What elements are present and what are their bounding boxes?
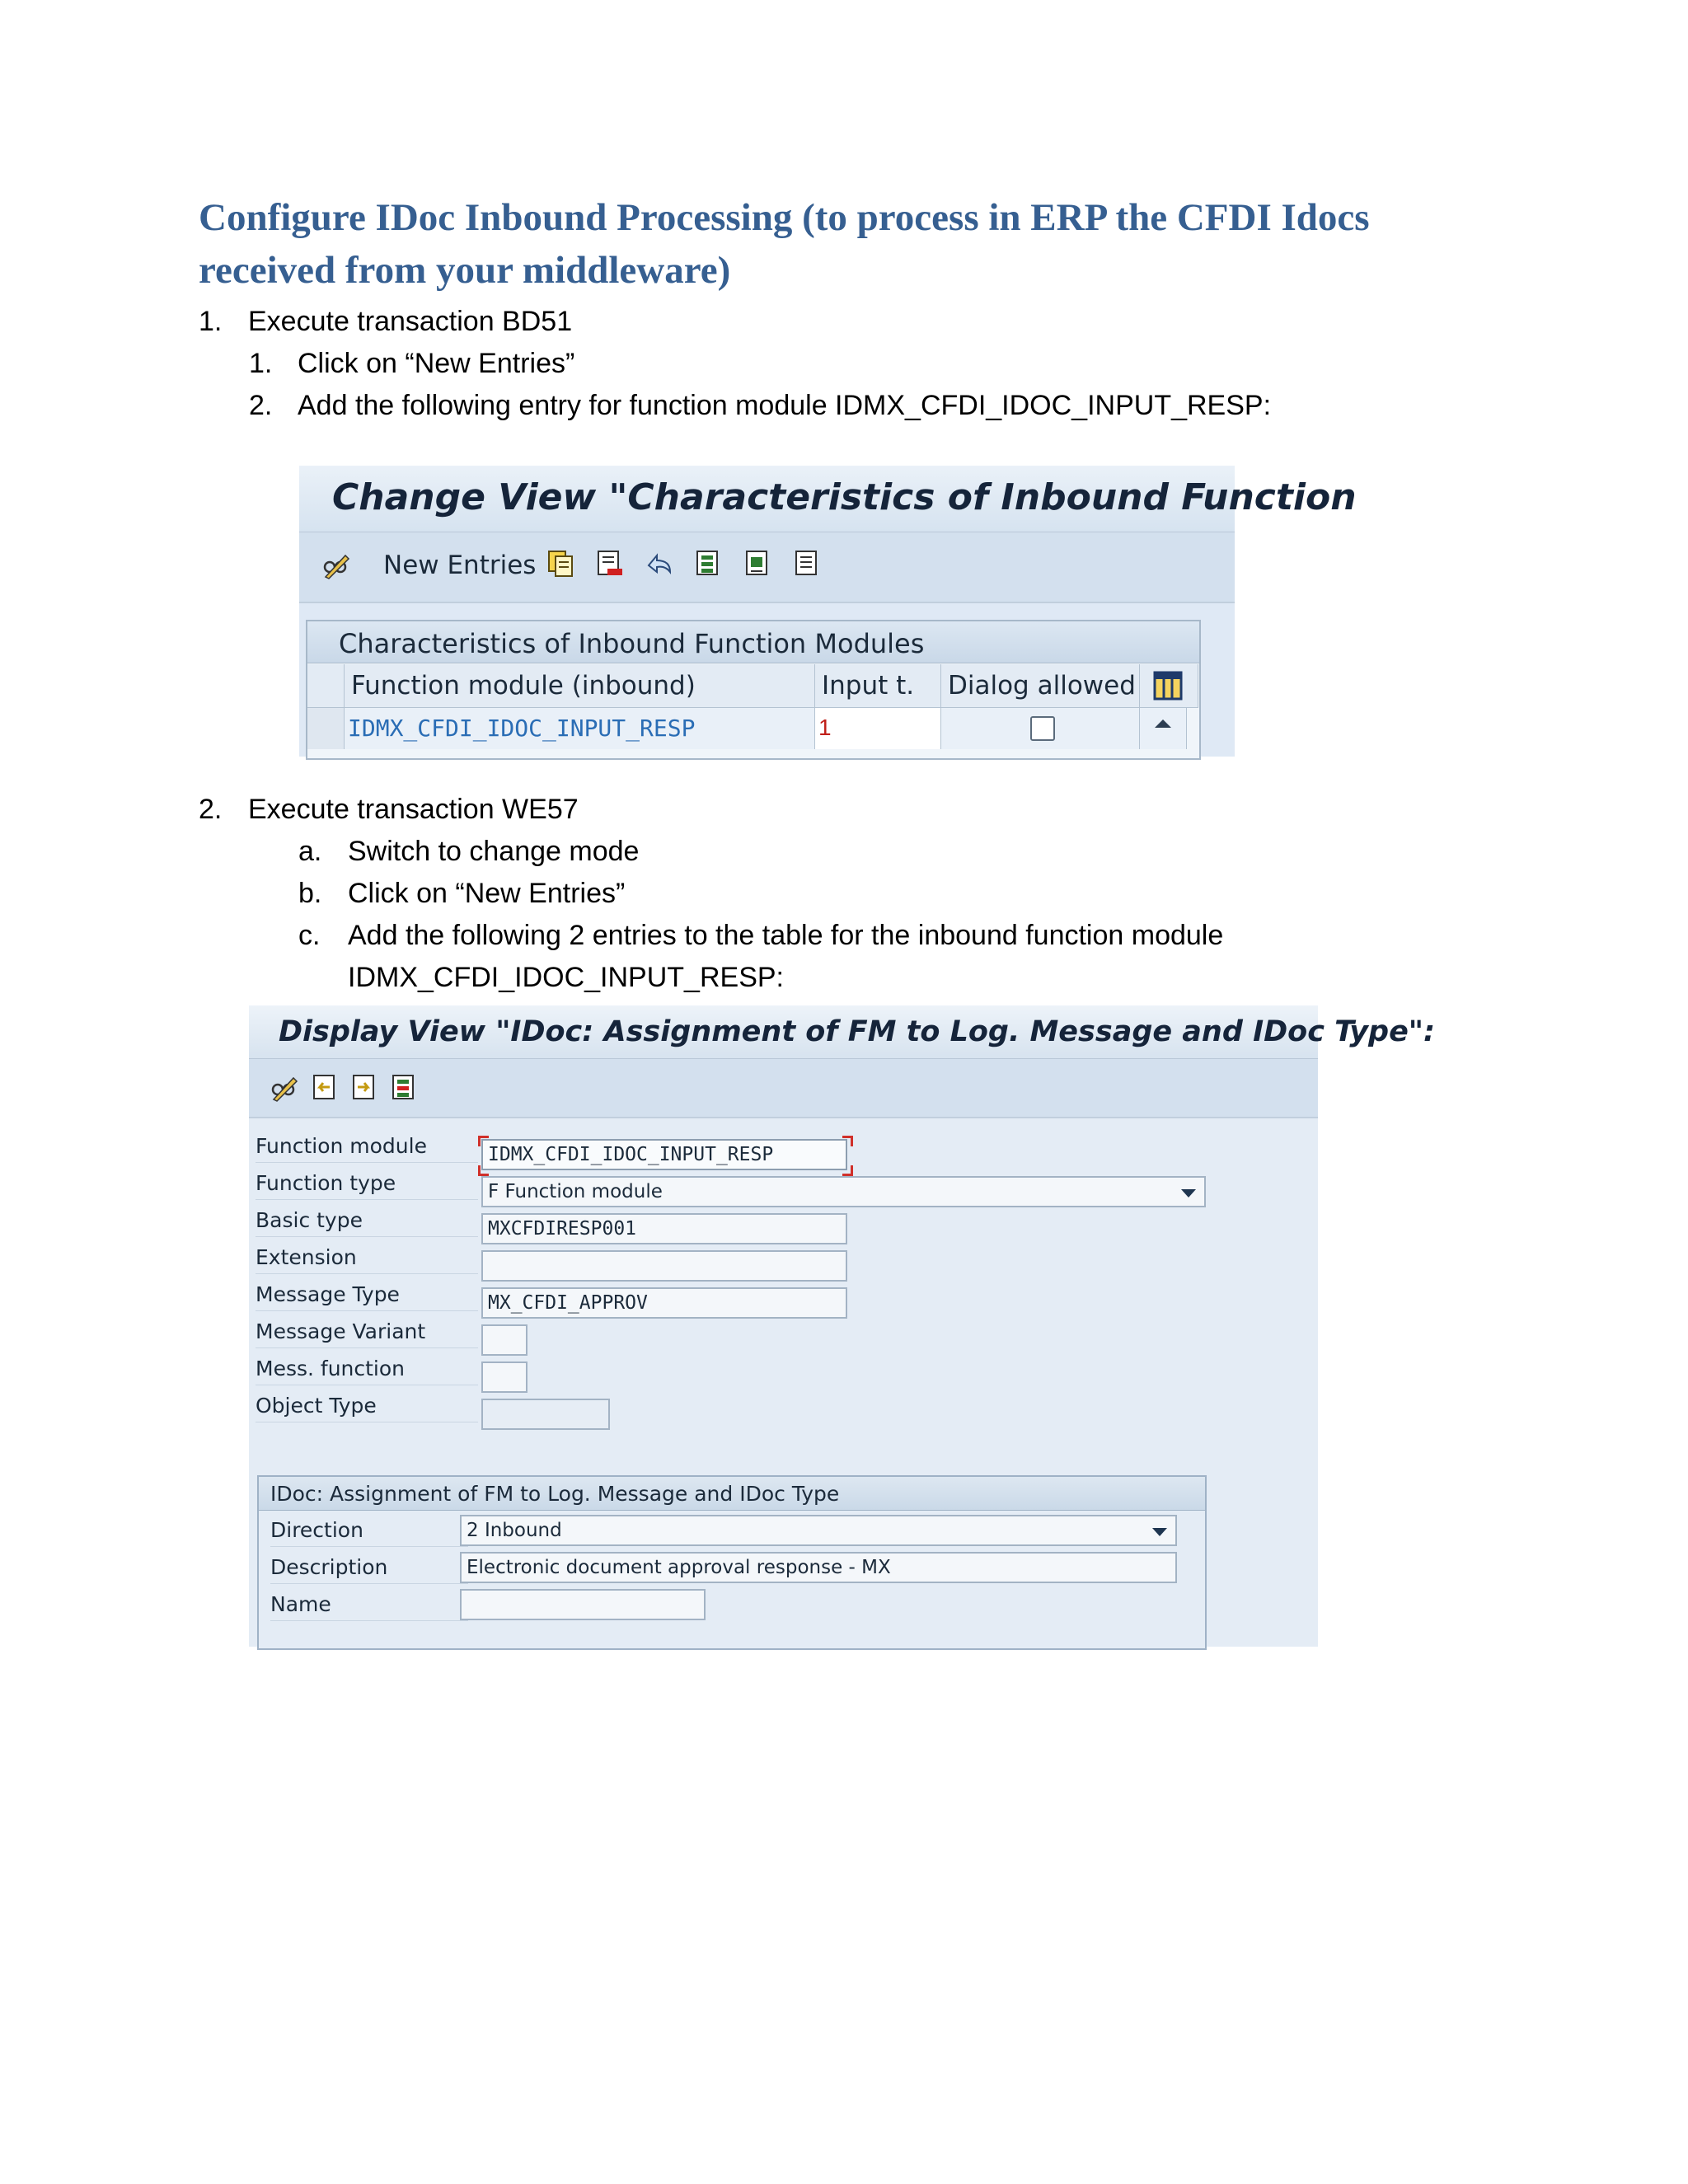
basic-type-label: Basic type: [256, 1208, 363, 1232]
step-number: b.: [298, 878, 322, 909]
column-header-input-type[interactable]: [815, 664, 941, 708]
message-type-label: Message Type: [256, 1282, 400, 1306]
bd51-title-bar: [299, 466, 1357, 532]
step-number: 2.: [249, 390, 273, 421]
bd51-screenshot: [299, 466, 1357, 757]
step-text: Add the following entry for function module IDMX_CFDI_IDOC_INPUT_RESP:: [298, 390, 1272, 421]
step-1-1: [249, 347, 574, 380]
step-2-a: [298, 835, 639, 868]
focus-corner: [842, 1165, 853, 1176]
message-type-input[interactable]: [481, 1287, 847, 1319]
select-all-icon[interactable]: [695, 549, 723, 579]
scroll-up-icon[interactable]: [1155, 719, 1171, 728]
mess-function-label: Mess. function: [256, 1357, 406, 1380]
extension-row: [256, 1240, 478, 1274]
step-number: 1.: [199, 306, 223, 337]
message-type-row: [256, 1277, 478, 1311]
group-caption-text: IDoc: Assignment of FM to Log. Message and IDoc Type: [270, 1482, 840, 1506]
assignment-group-box: [257, 1475, 1207, 1650]
extension-input[interactable]: [481, 1250, 847, 1282]
description-value: Electronic document approval response - MX: [467, 1557, 891, 1578]
step-number: 2.: [199, 794, 223, 825]
bd51-title: Change View "Characteristics of Inbound Function: [332, 476, 1357, 518]
direction-label: Direction: [270, 1518, 363, 1542]
page-heading: Configure IDoc Inbound Processing (to process in ERP the CFDI Idocs received from your middleware): [199, 196, 1370, 292]
table-settings-header: [1140, 664, 1198, 708]
new-entries-button[interactable]: New Entries: [383, 551, 537, 580]
message-variant-label: Message Variant: [256, 1319, 426, 1343]
description-input[interactable]: [460, 1552, 1177, 1583]
function-module-label: Function module: [256, 1134, 427, 1158]
step-2-c: [298, 919, 1223, 952]
table-caption-text: Characteristics of Inbound Function Modules: [339, 628, 925, 659]
message-variant-row: [256, 1315, 478, 1348]
description-row: [270, 1550, 468, 1584]
focus-corner: [478, 1165, 489, 1176]
select-block-icon[interactable]: [744, 549, 772, 579]
object-type-input[interactable]: [481, 1399, 610, 1430]
function-module-row: [256, 1129, 478, 1163]
focus-corner: [478, 1136, 489, 1146]
mess-function-input[interactable]: [481, 1361, 528, 1393]
display-change-icon[interactable]: [322, 551, 350, 580]
previous-entry-icon[interactable]: [312, 1073, 340, 1103]
we57-screenshot: [249, 1005, 1436, 1647]
function-type-row: [256, 1166, 478, 1200]
name-label: Name: [270, 1592, 331, 1616]
step-number: c.: [298, 920, 321, 951]
step-2: [199, 793, 579, 826]
copy-icon[interactable]: [546, 549, 574, 579]
table-caption: [307, 621, 1199, 663]
next-entry-icon[interactable]: [351, 1073, 379, 1103]
message-variant-input[interactable]: [481, 1324, 528, 1356]
function-type-dropdown[interactable]: [481, 1176, 1206, 1207]
dialog-allowed-checkbox[interactable]: [1030, 716, 1055, 741]
direction-dropdown[interactable]: [460, 1515, 1177, 1546]
vertical-scrollbar[interactable]: [1140, 708, 1187, 749]
step-text: Add the following 2 entries to the table for the inbound function module: [348, 920, 1224, 951]
undo-icon[interactable]: [645, 549, 673, 579]
name-row: [270, 1587, 468, 1621]
we57-title-bar: [249, 1005, 1436, 1059]
chevron-down-icon[interactable]: [1181, 1189, 1196, 1197]
group-caption: [259, 1477, 1205, 1511]
row-selector[interactable]: [307, 708, 345, 749]
dialog-allowed-cell: [941, 708, 1140, 749]
input-type-value: 1: [818, 715, 832, 740]
input-type-cell[interactable]: [815, 708, 941, 749]
step-number: a.: [298, 836, 322, 867]
function-module-value: IDMX_CFDI_IDOC_INPUT_RESP: [488, 1144, 774, 1165]
basic-type-row: [256, 1203, 478, 1237]
function-type-label: Function type: [256, 1171, 396, 1195]
step-2-c-continued: IDMX_CFDI_IDOC_INPUT_RESP:: [348, 962, 784, 993]
step-text: Click on “New Entries”: [348, 878, 626, 909]
deselect-all-icon[interactable]: [794, 549, 822, 579]
description-label: Description: [270, 1555, 388, 1579]
step-text: Click on “New Entries”: [298, 348, 575, 379]
message-type-value: MX_CFDI_APPROV: [488, 1292, 648, 1314]
other-entry-icon[interactable]: [391, 1073, 419, 1103]
object-type-label: Object Type: [256, 1394, 377, 1418]
focus-corner: [842, 1136, 853, 1146]
step-text: Switch to change mode: [348, 836, 640, 867]
step-1-2: [249, 389, 1271, 422]
direction-value: 2 Inbound: [467, 1520, 562, 1541]
basic-type-value: MXCFDIRESP001: [488, 1218, 637, 1240]
column-header-function-module[interactable]: [345, 664, 815, 708]
column-header-label: Input t.: [822, 671, 915, 701]
direction-row: [270, 1513, 468, 1547]
column-header-label: Function module (inbound): [351, 671, 696, 701]
name-input[interactable]: [460, 1589, 706, 1620]
table-settings-icon[interactable]: [1153, 671, 1183, 701]
table-row[interactable]: [345, 708, 815, 749]
step-text: Execute transaction WE57: [248, 794, 579, 825]
we57-toolbar: [249, 1059, 1318, 1118]
basic-type-input[interactable]: [481, 1213, 847, 1244]
step-1: [199, 305, 572, 338]
display-change-icon[interactable]: [270, 1073, 298, 1103]
row-selector-header[interactable]: [307, 664, 345, 708]
chevron-down-icon[interactable]: [1152, 1528, 1167, 1536]
function-module-input[interactable]: [481, 1139, 847, 1170]
function-module-cell: IDMX_CFDI_IDOC_INPUT_RESP: [348, 715, 696, 742]
object-type-row: [256, 1389, 478, 1422]
delete-icon[interactable]: [596, 549, 624, 579]
step-text: Execute transaction BD51: [248, 306, 573, 337]
function-type-value: F Function module: [488, 1181, 663, 1202]
column-header-label: Dialog allowed: [948, 671, 1136, 701]
extension-label: Extension: [256, 1245, 357, 1269]
we57-title: Display View "IDoc: Assignment of FM to Log. Message and IDoc Type":: [279, 1015, 1436, 1048]
step-number: 1.: [249, 348, 273, 379]
column-header-dialog-allowed[interactable]: [941, 664, 1140, 708]
mess-function-row: [256, 1352, 478, 1385]
step-2-b: [298, 877, 625, 910]
bd51-toolbar: [299, 532, 1235, 603]
bd51-table: [306, 620, 1201, 760]
